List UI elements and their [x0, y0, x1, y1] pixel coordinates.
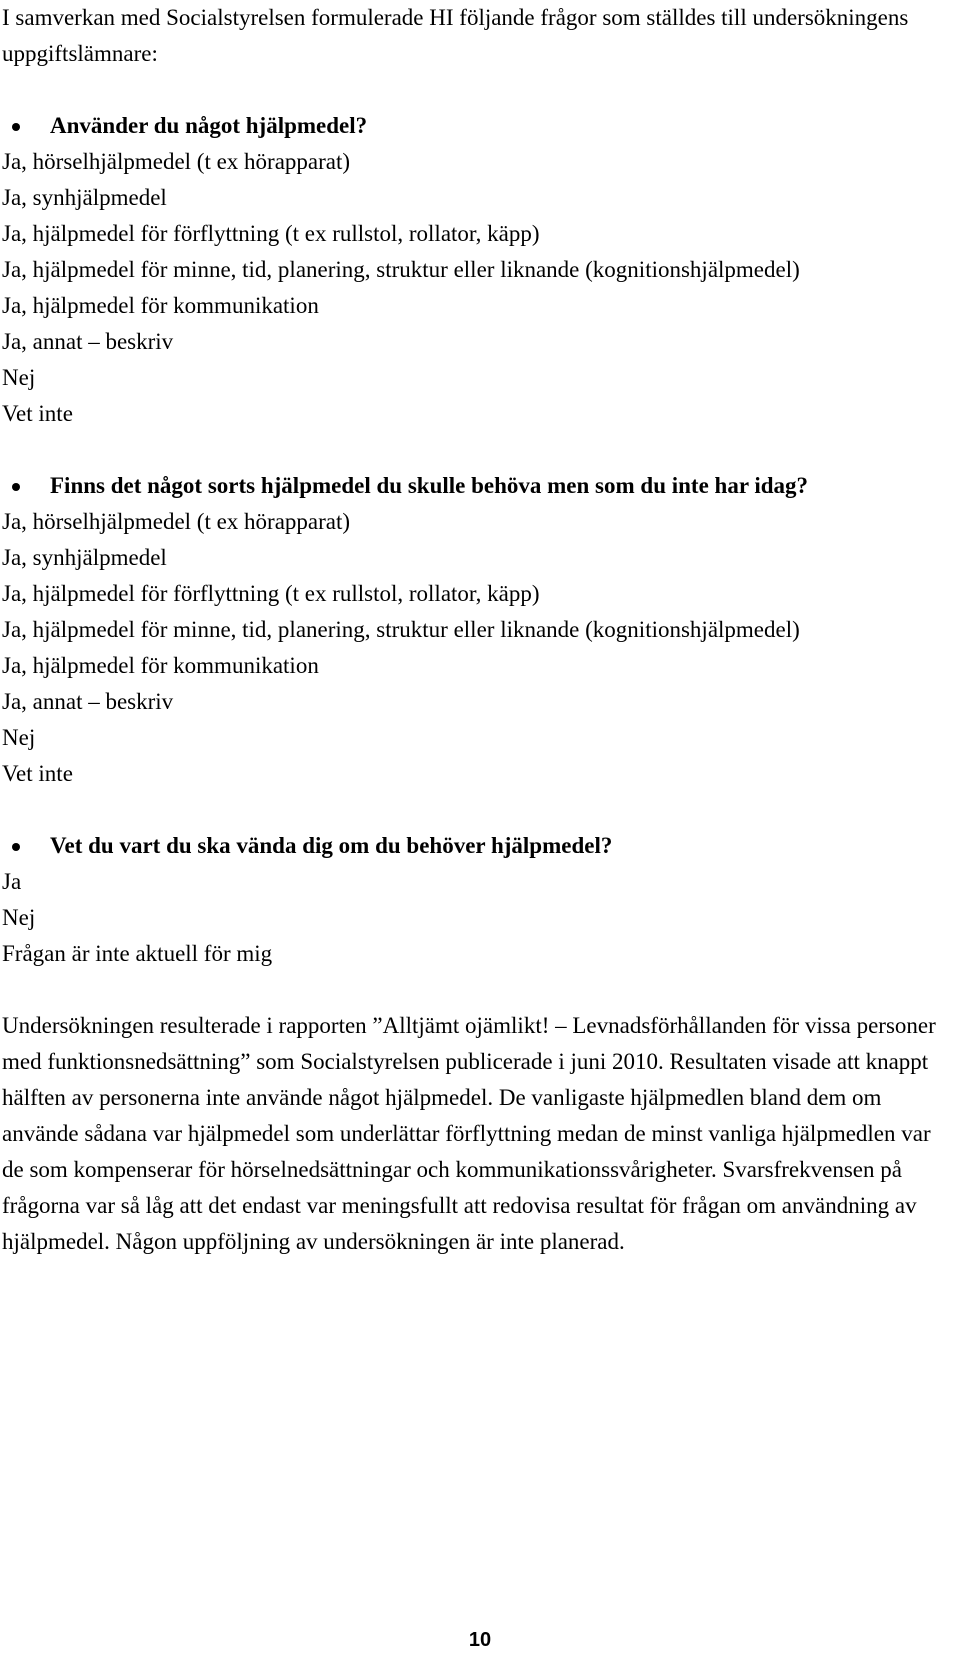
answer-option: Ja, annat – beskriv — [2, 329, 174, 354]
answer-option: Ja, hjälpmedel för minne, tid, planering, struktur eller liknande (kognitionshjälpmedel) — [2, 617, 800, 642]
answer-option: Vet inte — [2, 761, 73, 786]
bullet-icon — [12, 123, 20, 131]
answer-option: Nej — [2, 365, 36, 390]
answer-option: Ja, hjälpmedel för minne, tid, planering, struktur eller liknande (kognitionshjälpmedel) — [2, 257, 800, 282]
answer-option: Nej — [2, 725, 36, 750]
answer-list — [2, 864, 952, 972]
question-text: Använder du något hjälpmedel? — [50, 113, 368, 138]
answer-option: Ja, hjälpmedel för kommunikation — [2, 653, 319, 678]
answer-option: Ja, hjälpmedel för förflyttning (t ex rullstol, rollator, käpp) — [2, 581, 540, 606]
answer-option: Nej — [2, 905, 36, 930]
answer-option: Ja, hjälpmedel för kommunikation — [2, 293, 319, 318]
intro-text: I samverkan med Socialstyrelsen formulerade HI följande frågor som ställdes till undersökningens uppgiftslämnare: — [2, 5, 909, 66]
question-text: Vet du vart du ska vända dig om du behöver hjälpmedel? — [50, 833, 613, 858]
question-block-2 — [2, 468, 952, 792]
bullet-icon — [12, 843, 20, 851]
answer-list — [2, 504, 952, 792]
answer-option: Ja, hörselhjälpmedel (t ex hörapparat) — [2, 149, 351, 174]
bullet-icon — [12, 483, 20, 491]
answer-option: Ja, synhjälpmedel — [2, 545, 167, 570]
spacer — [2, 972, 952, 1008]
body-paragraph: Undersökningen resulterade i rapporten ”Alltjämt ojämlikt! – Levnadsförhållanden för vissa personer med funktionsnedsättning” som Socialstyrelsen publicerade i juni 2010. Resultaten visade att knappt hälften av personerna inte använde något hjälpmedel. De vanligaste hjälpmedlen bland dem om använde sådana var hjälpmedel som underlättar förflyttning medan de minst vanliga hjälpmedlen var de som kompenserar för hörselnedsättningar och kommunikationssvårigheter. Svarsfrekvensen på frågorna var så låg att det endast var meningsfullt att redovisa resultat för frågan om användning av hjälpmedel. Någon uppföljning av undersökningen är inte planerad. — [2, 1013, 936, 1254]
spacer — [2, 432, 952, 468]
answer-option: Ja — [2, 869, 22, 894]
question-block-3 — [2, 828, 952, 972]
answer-option: Ja, synhjälpmedel — [2, 185, 167, 210]
question-text: Finns det något sorts hjälpmedel du skulle behöva men som du inte har idag? — [50, 473, 809, 498]
answer-option: Vet inte — [2, 401, 73, 426]
answer-option: Ja, hörselhjälpmedel (t ex hörapparat) — [2, 509, 351, 534]
document-body — [2, 0, 952, 1260]
page-number: 10 — [468, 1629, 492, 1651]
spacer — [2, 72, 952, 108]
question-heading — [2, 468, 952, 504]
answer-option: Frågan är inte aktuell för mig — [2, 941, 273, 966]
question-heading — [2, 828, 952, 864]
answer-option: Ja, hjälpmedel för förflyttning (t ex rullstol, rollator, käpp) — [2, 221, 540, 246]
question-heading — [2, 108, 952, 144]
answer-option: Ja, annat – beskriv — [2, 689, 174, 714]
answer-list — [2, 144, 952, 432]
question-block-1 — [2, 108, 952, 432]
spacer — [2, 792, 952, 828]
